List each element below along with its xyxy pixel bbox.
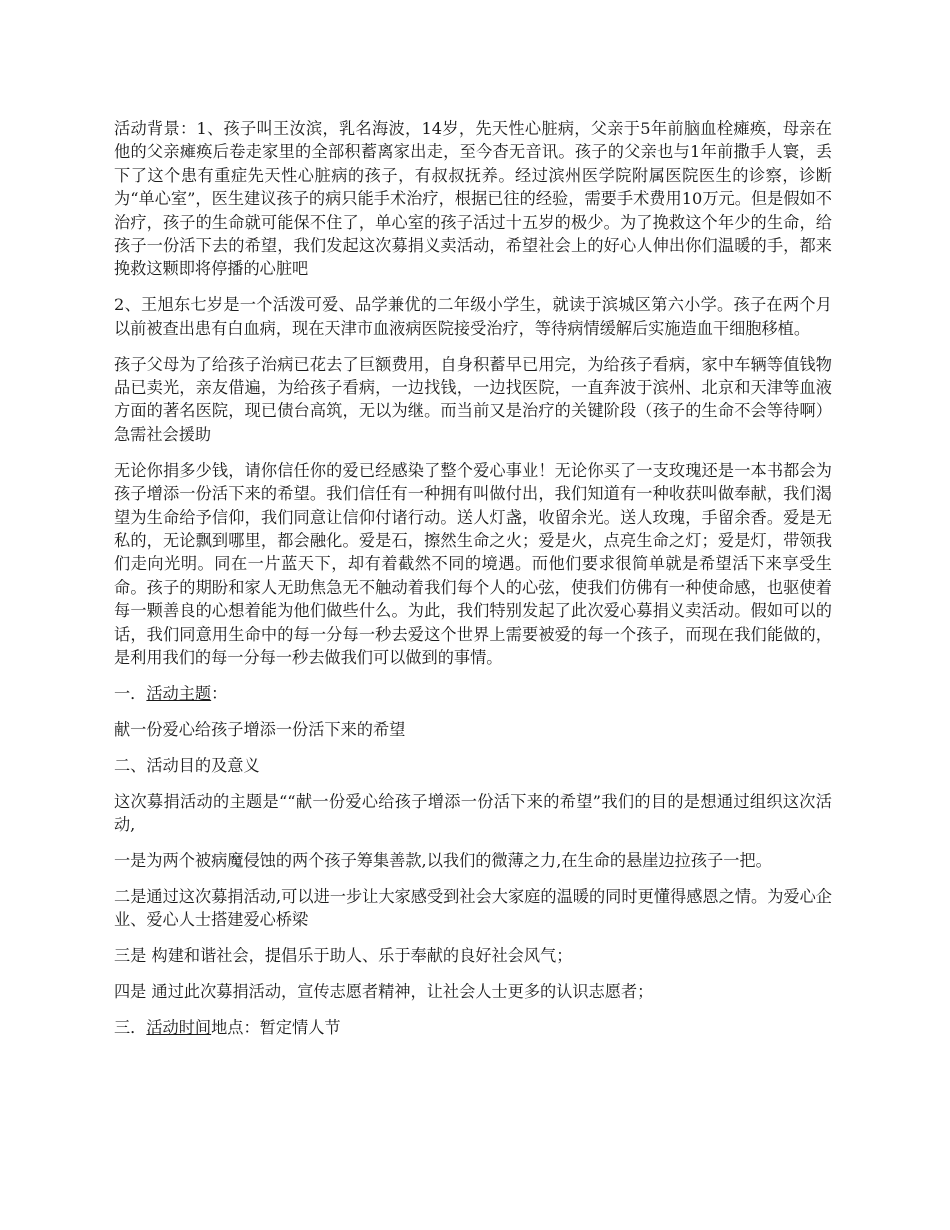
paragraph-appeal: 无论你捐多少钱，请你信任你的爱已经感染了整个爱心事业！无论你买了一支玫瑰还是一本书都会为孩子增添一份活下来的希望。我们信任有一种拥有叫做付出，我们知道有一种收获叫做奉献，我们渴望为生命给予信仰，我们同意让信仰付诸行动。送人灯盏，收留余光。送人玫瑰，手留余香。爱是无私的，无论飘到哪里，都会融化。爱是石，擦然生命之火；爱是火，点亮生命之灯；爱是灯，带领我们走向光明。同在一片蓝天下，却有着截然不同的境遇。而他们要求很简单就是希望活下来享受生命。孩子的期盼和家人无助焦急无不触动着我们每个人的心弦，使我们仿佛有一种使命感，也驱使着每一颗善良的心想着能为他们做些什么。为此，我们特别发起了此次爱心募捐义卖活动。假如可以的话，我们同意用生命中的每一分每一秒去爱这个世界上需要被爱的每一个孩子，而现在我们能做的，是利用我们的每一分每一秒去做我们可以做到的事情。 [114, 460, 832, 668]
section-heading-theme [114, 682, 832, 705]
paragraph-case-two: 2、王旭东七岁是一个活泼可爱、品学兼优的二年级小学生，就读于滨城区第六小学。孩子在两个月以前被查出患有白血病，现在天津市血液病医院接受治疗，等待病情缓解后实施造血干细胞移植。 [114, 295, 832, 338]
paragraph-purpose-one: 一是为两个被病魔侵蚀的两个孩子筹集善款,以我们的微薄之力,在生命的悬崖边拉孩子一把。 [114, 850, 772, 870]
paragraph-purpose-intro: 这次募捐活动的主题是““献一份爱心给孩子增添一份活下来的希望”我们的目的是想通过组织这次活动, [114, 791, 832, 835]
section-title-time: 活动时间 [146, 1018, 212, 1037]
section-number: 一． [114, 683, 147, 703]
paragraph-purpose-three: 三是 构建和谐社会，提倡乐于助人、乐于奉献的良好社会风气； [114, 946, 573, 966]
section-heading-time [114, 1016, 832, 1039]
paragraph-purpose-four: 四是 通过此次募捐活动，宣传志愿者精神，让社会人士更多的认识志愿者； [114, 982, 654, 1002]
paragraph-purpose-two: 二是通过这次募捐活动,可以进一步让大家感受到社会大家庭的温暖的同时更懂得感恩之情。为爱心企业、爱心人士搭建爱心桥梁 [114, 886, 832, 930]
section-location: 地点：暂定情人节 [211, 1018, 341, 1037]
paragraph-family-situation: 孩子父母为了给孩子治病已花去了巨额费用，自身积蓄早已用完，为给孩子看病，家中车辆等值钱物品已卖光，亲友借遍，为给孩子看病，一边找钱，一边找医院，一直奔波于滨州、北京和天津等血液方面的著名医院，现已债台高筑，无以为继。而当前又是治疗的关键阶段（孩子的生命不会等待啊）急需社会援助 [114, 354, 832, 444]
section-colon: ： [211, 683, 228, 703]
section-heading-purpose: 二、活动目的及意义 [114, 755, 260, 775]
section-number: 三． [114, 1018, 147, 1037]
paragraph-theme: 献一份爱心给孩子增添一份活下来的希望 [114, 719, 406, 739]
paragraph-background: 活动背景：1、孩子叫王汝滨，乳名海波，14岁，先天性心脏病，父亲于5年前脑血栓瘫痪，母亲在他的父亲瘫痪后卷走家里的全部积蓄离家出走，至今杳无音讯。孩子的父亲也与1年前撒手人寰，丢下了这个患有重症先天性心脏病的孩子，有叔叔抚养。经过滨州医学院附属医院医生的诊察，诊断为“单心室”，医生建议孩子的病只能手术治疗，根据已往的经验，需要手术费用10万元。但是假如不治疗，孩子的生命就可能保不住了，单心室的孩子活过十五岁的极少。为了挽救这个年少的生命，给孩子一份活下去的希望，我们发起这次募捐义卖活动，希望社会上的好心人伸出你们温暖的手，都来挽救这颗即将停播的心脏吧 [114, 119, 832, 279]
section-title-theme: 活动主题 [146, 683, 212, 703]
